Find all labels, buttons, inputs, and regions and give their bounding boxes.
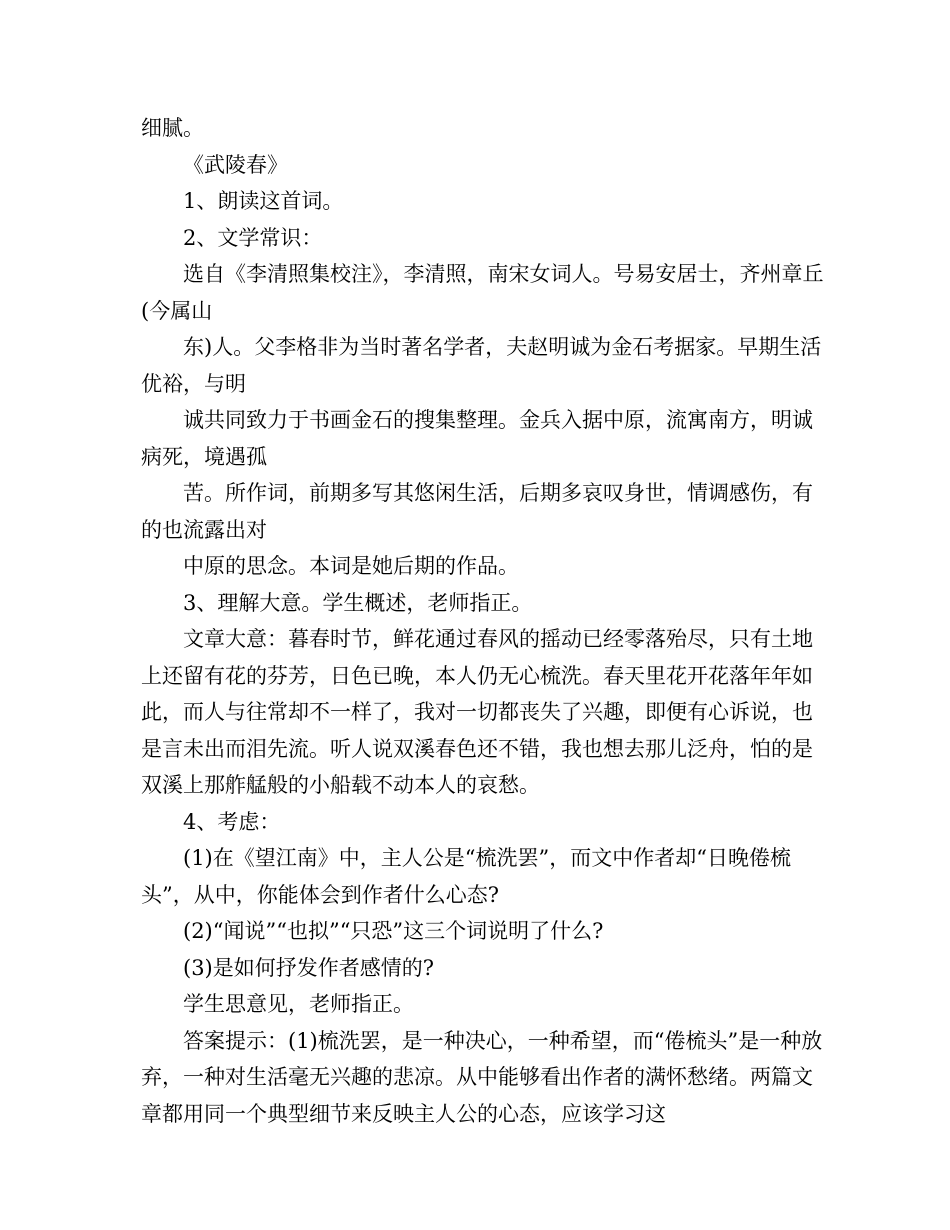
paragraph: 文章大意：暮春时节，鲜花通过春风的摇动已经零落殆尽，只有土地上还留有花的芬芳，日色已晚，本人仍无心梳洗。春天里花开花落年年如此，而人与往常却不一样了，我对一切都丧失了兴趣，即便有心诉说，也是言未出而泪先流。听人说双溪春色还不错，我也想去那儿泛舟，怕的是双溪上那舴艋般的小船载不动本人的哀愁。 <box>141 627 813 797</box>
paragraph: (3)是如何抒发作者感情的? <box>183 955 435 980</box>
paragraph: 东)人。父李格非为当时著名学者，夫赵明诚为金石考据家。早期生活优裕，与明 <box>141 335 822 396</box>
paragraph-title: 《武陵春》 <box>183 152 288 177</box>
paragraph: 学生思意见，老师指正。 <box>183 992 414 1016</box>
paragraph: 中原的思念。本词是她后期的作品。 <box>183 554 519 578</box>
paragraph: 诚共同致力于书画金石的搜集整理。金兵入据中原，流寓南方，明诚病死，境遇孤 <box>141 408 813 469</box>
paragraph: 2、文学常识： <box>183 225 323 250</box>
paragraph: 细腻。 <box>141 116 204 140</box>
paragraph: 1、朗读这首词。 <box>183 189 344 213</box>
document-body <box>141 110 826 1132</box>
paragraph: 4、考虑： <box>183 809 281 834</box>
paragraph: (1)在《望江南》中，主人公是“梳洗罢”，而文中作者却“日晚倦梳头”，从中，你能体会到作者什么心态? <box>141 846 791 907</box>
paragraph: 选自《李清照集校注》，李清照，南宋女词人。号易安居士，齐州章丘(今属山 <box>141 262 824 323</box>
paragraph: 苦。所作词，前期多写其悠闲生活，后期多哀叹身世，情调感伤，有的也流露出对 <box>141 481 813 542</box>
paragraph: 3、理解大意。学生概述，老师指正。 <box>183 590 533 615</box>
paragraph: 答案提示：(1)梳洗罢，是一种决心，一种希望，而“倦梳头”是一种放弃，一种对生活毫无兴趣的悲凉。从中能够看出作者的满怀愁绪。两篇文章都用同一个典型细节来反映主人公的心态，应该学习这 <box>141 1028 823 1126</box>
paragraph: (2)“闻说”“也拟”“只恐”这三个词说明了什么? <box>183 919 604 943</box>
